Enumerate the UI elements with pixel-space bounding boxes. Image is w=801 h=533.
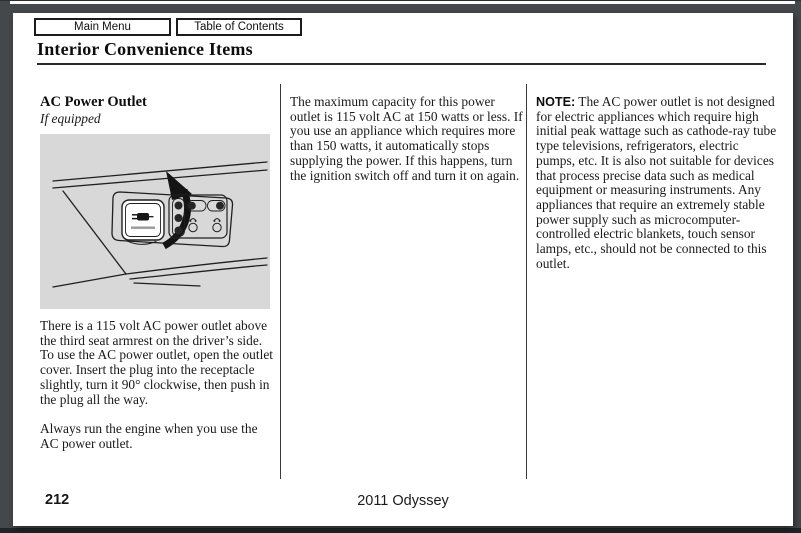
- main-menu-button[interactable]: Main Menu: [34, 18, 171, 36]
- page-number: 212: [45, 492, 70, 508]
- note-paragraph: [536, 95, 778, 271]
- aux-controls: [169, 195, 227, 238]
- trim-line: [130, 265, 267, 279]
- note-label: NOTE:: [536, 95, 576, 109]
- body-paragraph: The maximum capacity for this power outlet is 115 volt AC at 150 watts or less. If you use an appliance which requires more than 150 watts, it automatically stops supplying the power. If this happens, turn the ignition switch off and turn it on again.: [290, 94, 523, 183]
- column-divider: [526, 84, 527, 479]
- ac-outlet-illustration-svg: [40, 134, 270, 309]
- item-subheading: If equipped: [40, 111, 101, 126]
- table-of-contents-button[interactable]: Table of Contents: [176, 18, 302, 36]
- ac-outlet-illustration: [40, 134, 270, 309]
- footer-model-label: 2011 Odyssey: [357, 493, 449, 509]
- note-text: The AC power outlet is not designed for electric appliances which require high initial peak wattage such as cathode-ray tube type televisions, refrigerators, electric pumps, etc. It is also not suitable for devices that process precise data such as medical equipment or measuring instruments. Any appliances that require an extremely stable power supply such as microcomputer-controlled electric blankets, touch sensor lamps, etc., should not be connected to this outlet.: [536, 94, 777, 271]
- outlet-cover: [122, 200, 164, 244]
- left-column: [40, 95, 273, 452]
- panel-top-line: [53, 162, 267, 181]
- previous-page-edge: [10, 1, 795, 4]
- trim-line: [134, 283, 200, 286]
- body-paragraph: There is a 115 volt AC power outlet above the third seat armrest on the driver’s side. To use the AC power outlet, open the outlet cover. Insert the plug into the receptacle slightly, turn it 90° clockwise, then push in the plug all the way.: [40, 318, 273, 407]
- column-divider: [280, 84, 281, 479]
- headphone-icon: [189, 219, 197, 232]
- middle-column: [290, 95, 524, 183]
- pillar-edge-line: [63, 191, 126, 274]
- cover-label-text: [131, 227, 155, 229]
- viewer-bottom-edge: [0, 528, 801, 533]
- right-column: [536, 95, 778, 271]
- item-heading: AC Power Outlet: [40, 94, 147, 110]
- manual-page: [13, 13, 793, 526]
- trim-line: [53, 274, 126, 287]
- panel-top-line: [53, 170, 267, 188]
- headphone-icon: [213, 219, 221, 232]
- body-paragraph: Always run the engine when you use the AC power outlet.: [40, 421, 258, 451]
- page-title: Interior Convenience Items: [37, 39, 253, 59]
- title-rule: [37, 63, 766, 65]
